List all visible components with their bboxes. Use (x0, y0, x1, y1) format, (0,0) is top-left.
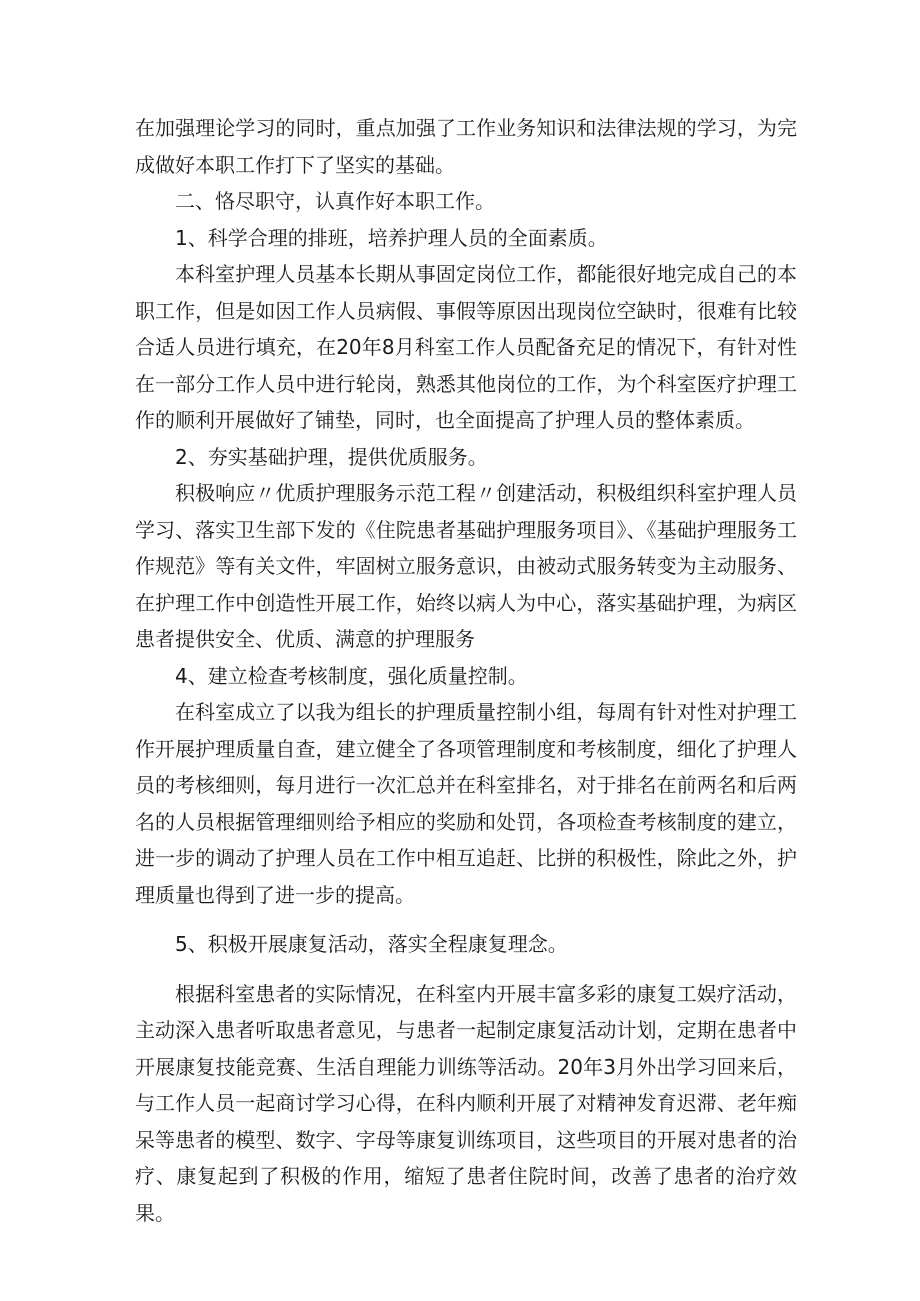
paragraph-basic-care: 积极响应〃优质护理服务示范工程〃创建活动，积极组织科室护理人员学习、落实卫生部下发的《住院患者基础护理服务项目》、《基础护理服务工作规范》等有关文件，牢固树立服务意识，由被动式服务转变为主动服务、在护理工作中创造性开展工作，始终以病人为中心，落实基础护理，为病区患者提供安全、优质、满意的护理服务 (135, 481, 797, 651)
paragraph-scheduling: 本科室护理人员基本长期从事固定岗位工作，都能很好地完成自己的本职工作，但是如因工作人员病假、事假等原因出现岗位空缺时，很难有比较合适人员进行填充，在20年8月科室工作人员配备充足的情况下，有针对性在一部分工作人员中进行轮岗，熟悉其他岗位的工作，为个科室医疗护理工作的顺利开展做好了铺垫，同时，也全面提高了护理人员的整体素质。 (135, 262, 797, 432)
document-body (135, 110, 797, 1231)
paragraph-inspection: 在科室成立了以我为组长的护理质量控制小组，每周有针对性对护理工作开展护理质量自查，建立健全了各项管理制度和考核制度，细化了护理人员的考核细则，每月进行一次汇总并在科室排名，对于排名在前两名和后两名的人员根据管理细则给予相应的奖励和处罚，各项检查考核制度的建立，进一步的调动了护理人员在工作中相互追赶、比拼的积极性，除此之外，护理质量也得到了进一步的提高。 (135, 700, 797, 907)
paragraph-study-continuation: 在加强理论学习的同时，重点加强了工作业务知识和法律法规的学习，为完成做好本职工作打下了坚实的基础。 (135, 116, 797, 177)
subheading-inspection: 4、建立检查考核制度，强化质量控制。 (175, 663, 528, 688)
subheading-scheduling: 1、科学合理的排班，培养护理人员的全面素质。 (175, 225, 608, 250)
section-heading-duty: 二、恪尽职守，认真作好本职工作。 (175, 189, 495, 213)
subheading-basic-care: 2、夯实基础护理，提供优质服务。 (175, 444, 488, 469)
subheading-rehabilitation: 5、积极开展康复活动，落实全程康复理念。 (175, 932, 568, 956)
paragraph-rehabilitation: 根据科室患者的实际情况，在科室内开展丰富多彩的康复工娱疗活动，主动深入患者听取患者意见，与患者一起制定康复活动计划，定期在患者中开展康复技能竞赛、生活自理能力训练等活动。20年3月外出学习回来后，与工作人员一起商讨学习心得，在科内顺利开展了对精神发育迟滞、老年痴呆等患者的模型、数字、字母等康复训练项目，这些项目的开展对患者的治疗、康复起到了积极的作用，缩短了患者住院时间，改善了患者的治疗效果。 (135, 981, 797, 1225)
